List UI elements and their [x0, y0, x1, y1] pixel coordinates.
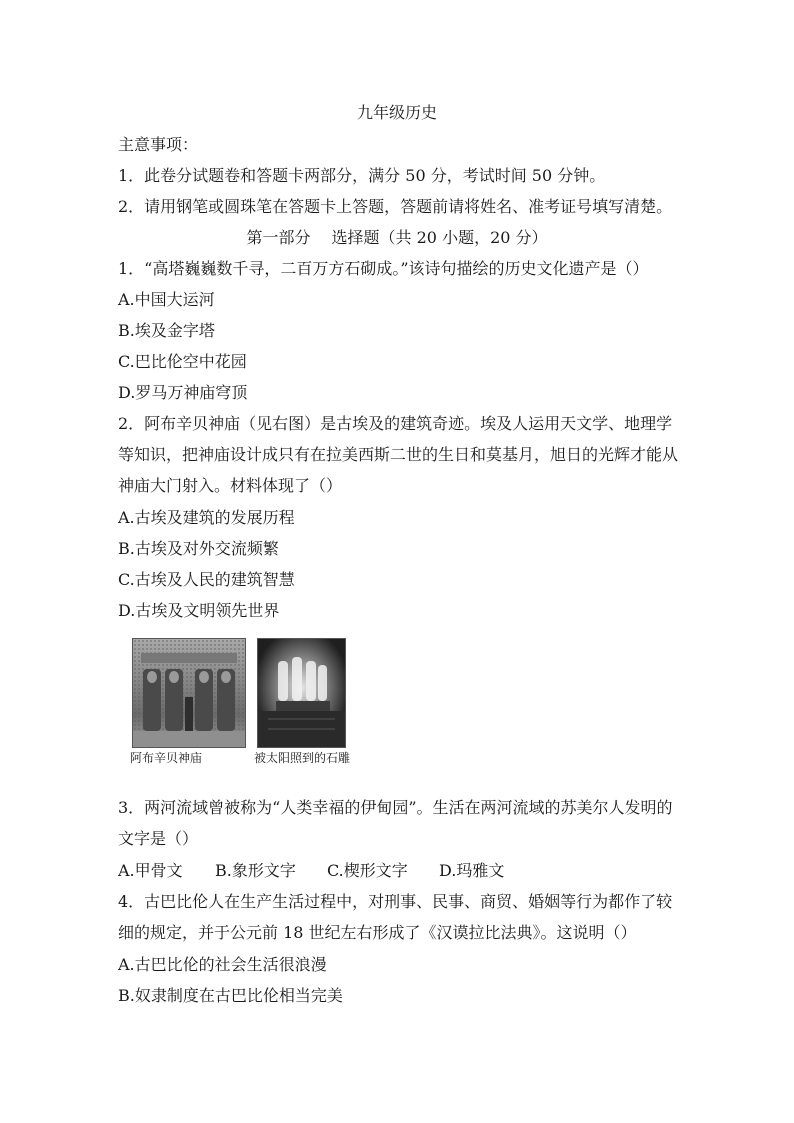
question-2-option-b: B.古埃及对外交流频繁 [118, 539, 279, 558]
question-4-option-a: A.古巴比伦的社会生活很浪漫 [118, 955, 327, 974]
question-3-option-a: A.甲骨文 [118, 861, 183, 880]
question-2-stem-line-3: 神庙大门射入。材料体现了（） [118, 476, 343, 495]
question-4-stem-line-1: 4．古巴比伦人在生产生活过程中，对刑事、民事、商贸、婚姻等行为都作了较 [118, 892, 673, 911]
section-title: 第一部分 选择题（共 20 小题，20 分） [246, 228, 548, 247]
question-3-options [118, 861, 504, 881]
question-3-option-d: D.玛雅文 [439, 861, 505, 880]
question-2-option-d: D.古埃及文明领先世界 [118, 601, 280, 620]
question-1-option-c: C.巴比伦空中花园 [118, 352, 247, 371]
question-3-option-c: C.楔形文字 [327, 861, 408, 880]
note-item-1: 1．此卷分试题卷和答题卡两部分，满分 50 分，考试时间 50 分钟。 [118, 166, 606, 185]
question-1-option-d: D.罗马万神庙穹顶 [118, 383, 248, 402]
question-3-stem-line-1: 3．两河流域曾被称为“人类幸福的伊甸园”。生活在两河流域的苏美尔人发明的 [118, 798, 673, 817]
question-3-stem-line-2: 文字是（） [118, 829, 199, 848]
figure-caption-statues: 被太阳照到的石雕 [254, 751, 351, 765]
question-2-option-a: A.古埃及建筑的发展历程 [118, 508, 295, 527]
question-2-stem-line-1: 2．阿布辛贝神庙（见右图）是古埃及的建筑奇迹。埃及人运用天文学、地理学 [118, 414, 673, 433]
question-2-stem-line-2: 等知识，把神庙设计成只有在拉美西斯二世的生日和莫基月，旭日的光辉才能从 [118, 445, 679, 464]
question-1-stem: 1．“高塔巍巍数千寻，二百万方石砌成。”该诗句描绘的历史文化遗产是（） [118, 259, 649, 278]
temple-figure [120, 632, 370, 774]
abu-simbel-temple-photo [132, 638, 246, 748]
question-1-option-a: A.中国大运河 [118, 290, 215, 309]
question-4-option-b: B.奴隶制度在古巴比伦相当完美 [118, 986, 343, 1005]
note-item-2: 2．请用钢笔或圆珠笔在答题卡上答题，答题前请将姓名、准考证号填写清楚。 [118, 197, 673, 216]
figure-caption-temple: 阿布辛贝神庙 [130, 751, 203, 765]
page-title: 九年级历史 [356, 103, 437, 122]
sunlit-statues-photo [257, 638, 346, 748]
question-1-option-b: B.埃及金字塔 [118, 321, 215, 340]
question-2-option-c: C.古埃及人民的建筑智慧 [118, 570, 295, 589]
question-3-option-b: B.象形文字 [215, 861, 296, 880]
question-4-stem-line-2: 细的规定，并于公元前 18 世纪左右形成了《汉谟拉比法典》。这说明（） [118, 923, 637, 942]
notes-heading: 主意事项： [118, 135, 199, 154]
